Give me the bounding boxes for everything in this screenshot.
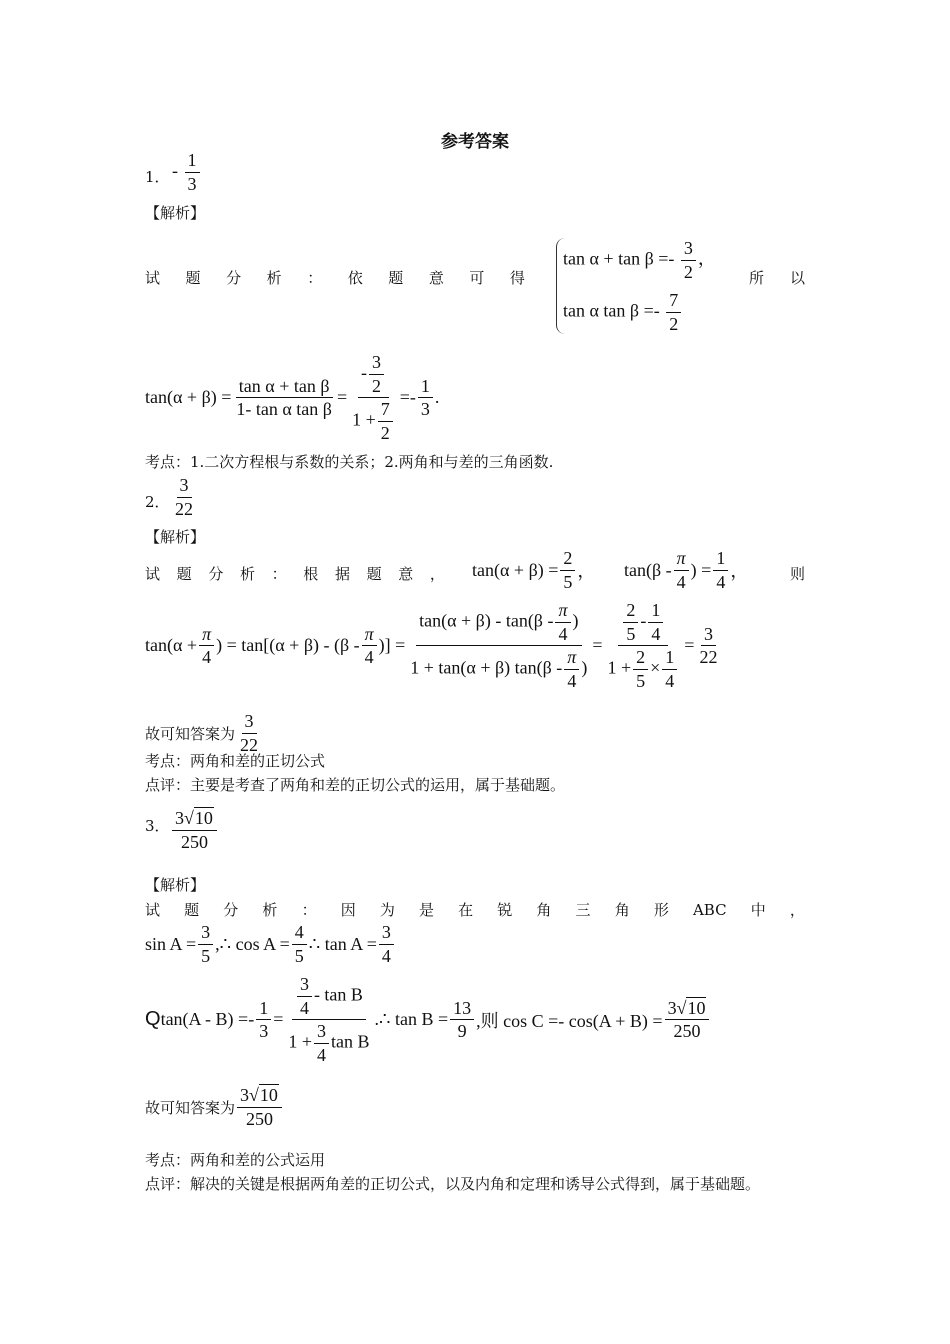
q1-system-line1: tan α + tan β =- $\frac{3}{2}$ ， [563, 238, 716, 282]
q3-conclusion: 故可知答案为 $\frac{3√10}{250}$ [145, 1085, 284, 1129]
q2-ze: 则 [790, 565, 806, 583]
q2-conclusion: 故可知答案为 $\frac{3}{22}$ [145, 711, 259, 755]
q1-main-equation: tan(α + β) = $\frac{\text{tan α + tan β}}{\text{1- tan α tan β}}$ = - $\frac{3}{2}$ 1 + $\frac{7}{2}$ =- $\frac{1}{3}$ . [145, 352, 440, 444]
q2-kaodian: 考点：两角和差的正切公式 [145, 752, 326, 770]
q2-main-equation: tan(α + $\frac{\pi}{4}$ ) = tan[(α + β) - (β - $\frac{\pi}{4}$ )] = tan(α + β) - tan(β - $\frac{\pi}{4}$ ) 1 + tan(α + β) tan(β - $\frac{\pi}{4}$ ) = $\frac{2}{5}$ - $\frac{1}{4}$ 1 + $\frac{2}{5}$ × $\frac{1}{4}$ = $\frac{3}{22}$ [145, 600, 718, 692]
q3-dianping: 点评：解决的关键是根据两角差的正切公式，以及内角和定理和诱导公式得到，属于基础题。 [145, 1175, 761, 1193]
q1-system-line2: tan α tan β =- $\frac{7}{2}$ [563, 290, 683, 334]
q3-line2: Q tan(A - B) =- $\frac{1}{3}$ = $\frac{3}{4}$ - tan B 1 + $\frac{3}{4}$ tan B .∴ tan B = $\frac{13}{9}$ ,则 cos C =- cos(A + B) = $\frac{3√10}{250}$ [145, 974, 711, 1066]
q1-kaodian: 考点：1.二次方程根与系数的关系；2.两角和与差的三角函数. [145, 453, 554, 471]
q2-given-2: tan(β - $\frac{\pi}{4}$ ) = $\frac{1}{4}$ ， [624, 548, 749, 592]
q1-suoyi-1: 所 [749, 269, 765, 287]
q1-number: 1． [145, 168, 170, 186]
q1-analysis-intro: 试 题 分 析 ： 依 题 意 可 得 [145, 269, 525, 287]
q2-dianping: 点评：主要是考查了两角和差的正切公式的运用，属于基础题。 [145, 776, 566, 794]
q1-answer: - $\frac{1}{3}$ [172, 150, 202, 194]
q3-analysis-intro: 试 题 分 析 ： 因 为 是 在 锐 角 三 角 形 ABC 中 ， [145, 900, 805, 919]
q2-number: 2． [145, 493, 170, 511]
q1-jiexi-label: 【解析】 [145, 204, 206, 222]
q3-line1: sin A = $\frac{3}{5}$ ,∴ cos A = $\frac{4}{5}$ ∴ tan A = $\frac{3}{4}$ [145, 922, 396, 966]
q1-suoyi-2: 以 [790, 269, 806, 287]
q3-jiexi-label: 【解析】 [145, 876, 206, 894]
q3-answer: $\frac{3√10}{250}$ [170, 808, 219, 852]
page-title: 参考答案 [441, 132, 509, 152]
q2-answer: $\frac{3}{22}$ [175, 475, 193, 519]
q3-number: 3． [145, 817, 170, 835]
q2-analysis-intro: 试 题 分 析 ： 根 据 题 意 ， [145, 565, 445, 583]
q2-jiexi-label: 【解析】 [145, 528, 206, 546]
q3-kaodian: 考点：两角和差的公式运用 [145, 1151, 326, 1169]
q2-given-1: tan(α + β) = $\frac{2}{5}$ ， [472, 548, 596, 592]
